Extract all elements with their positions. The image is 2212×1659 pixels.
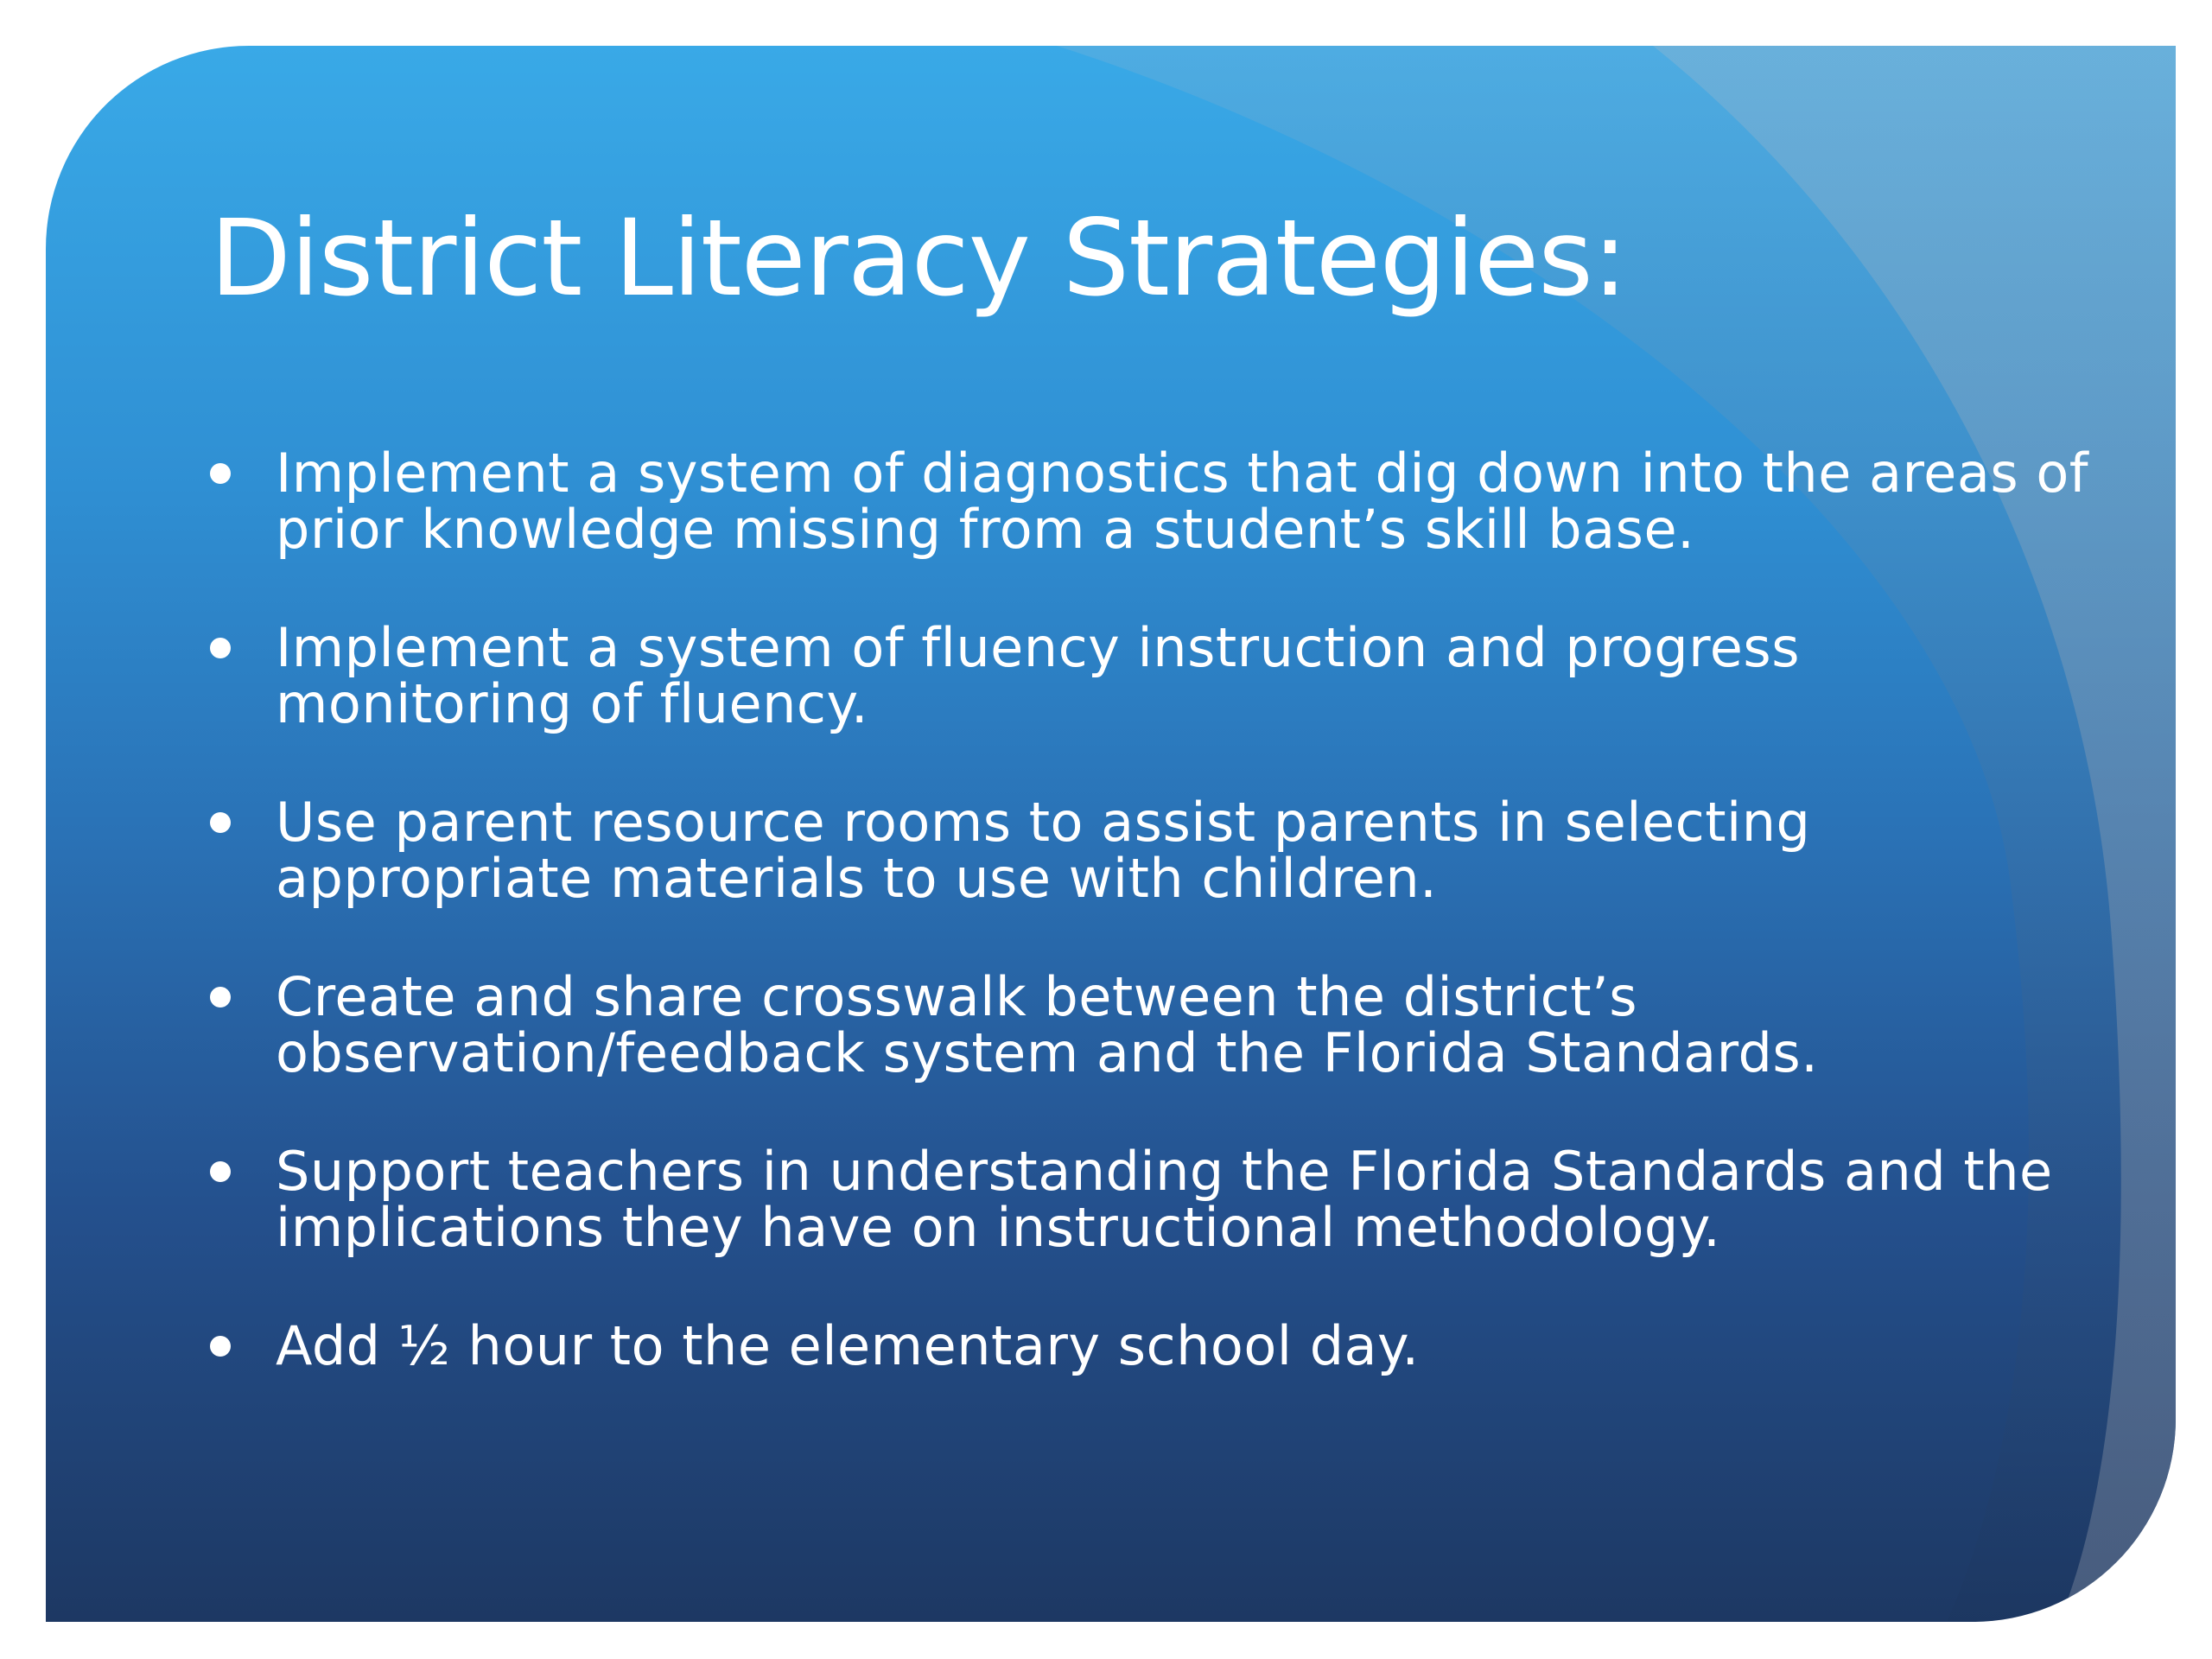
bullet-item [210,965,2094,1084]
bullet-item [210,442,2094,561]
bullet-text: Support teachers in understanding the Florida Standards and the implications they have on instructional methodology. [276,1140,2053,1259]
bullet-list [210,442,2094,1436]
bullet-text: Implement a system of diagnostics that dig down into the areas of prior knowledge missing from a student’s skill base. [276,442,2089,561]
bullet-text: Add ½ hour to the elementary school day. [276,1314,1420,1377]
bullet-dot-icon [210,812,231,833]
bullet-text: Create and share crosswalk between the district’s observation/feedback system and the Florida Standards. [276,965,1819,1084]
bullet-text: Implement a system of fluency instruction and progress monitoring of fluency. [276,616,1801,735]
bullet-dot-icon [210,987,231,1007]
bullet-dot-icon [210,1336,231,1357]
bullet-item [210,791,2094,910]
bullet-dot-icon [210,1161,231,1182]
bullet-item [210,1314,2094,1377]
slide [46,46,2176,1622]
bullet-dot-icon [210,638,231,658]
bullet-text: Use parent resource rooms to assist parents in selecting appropriate materials to use with children. [276,791,1811,910]
bullet-item [210,616,2094,735]
slide-title: District Literacy Strategies: [210,197,1627,320]
bullet-item [210,1140,2094,1259]
bullet-dot-icon [210,463,231,484]
